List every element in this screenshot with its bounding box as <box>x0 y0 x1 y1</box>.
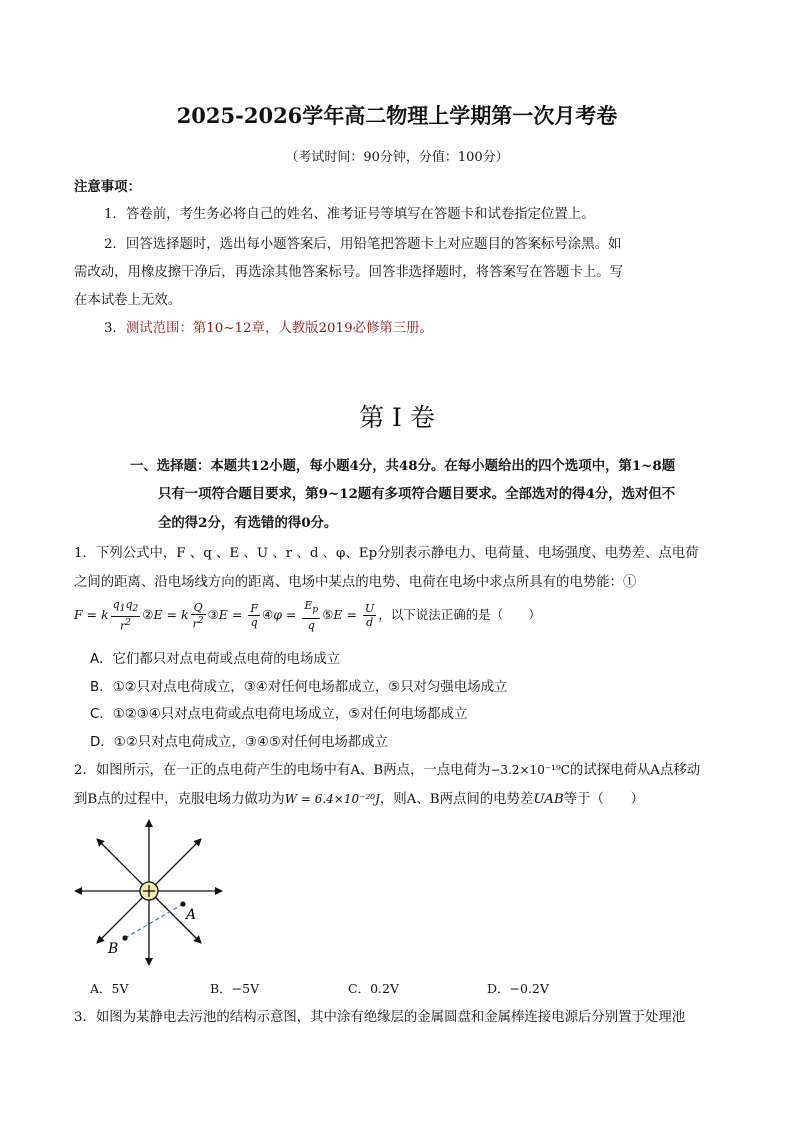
exam-subtitle: （考试时间：90分钟，分值：100分） <box>285 150 509 165</box>
q2-stem-2b: ，则A、B两点间的电势差 <box>379 792 534 807</box>
field-line-up-left <box>97 839 149 891</box>
label-b: B <box>108 941 119 957</box>
q2-field-diagram <box>70 815 230 970</box>
notice-item-2-line-1: 2．回答选择题时，选出每小题答案后，用铅笔把答题卡上对应题目的答案标号涂黑。如 <box>104 237 622 252</box>
notice-item-3-scope: 测试范围：第10~12章，人教版2019必修第三册。 <box>125 321 433 336</box>
q1-option-b: B．①②只对点电荷成立，③④对任何电场都成立，⑤只对匀强电场成立 <box>90 680 508 695</box>
notice-item-2-line-3: 在本试卷上无效。 <box>74 293 182 308</box>
q1-option-c: C．①②③④只对点电荷或点电荷电场成立，⑤对任何电场都成立 <box>90 707 468 722</box>
q1-option-a: A．它们都只对点电荷或点电荷的电场成立 <box>90 652 341 667</box>
q2-stem-1a: 2．如图所示，在一正的点电荷产生的电场中有A、B两点，一点电荷为 <box>74 763 491 778</box>
q3-stem-line-1: 3．如图为某静电去污池的结构示意图，其中涂有绝缘层的金属圆盘和金属棒连接电源后分别置于处理池 <box>74 1010 686 1025</box>
section-1-line-1: 一、选择题：本题共12小题，每小题4分，共48分。在每小题给出的四个选项中，第1~8题 <box>130 458 676 474</box>
q2-option-c: C．0.2V <box>348 981 399 996</box>
notice-item-1: 1．答卷前，考生务必将自己的姓名、准考证号等填写在答题卡和试卷指定位置上。 <box>104 207 595 222</box>
field-line-down-left <box>97 891 149 943</box>
q2-stem-line-2 <box>74 788 644 807</box>
point-b <box>122 935 127 940</box>
label-a: A <box>186 907 197 923</box>
notice-item-2-line-2: 需改动，用橡皮擦干净后，再选涂其他答案标号。回答非选择题时，将答案写在答题卡上。写 <box>74 265 624 280</box>
section-1-line-3: 全的得2分，有选错的得0分。 <box>158 515 338 531</box>
exam-title: 2025-2026学年高二物理上学期第一次月考卷 <box>176 103 618 128</box>
q1-stem-line-1: 1．下列公式中，F 、q 、E 、U 、r 、d 、φ、Ep分别表示静电力、电荷量、电场强度、电势差、点电荷 <box>74 546 699 561</box>
volume-title: 第 I 卷 <box>359 403 435 432</box>
q2-stem-line-1 <box>74 759 700 778</box>
section-1-line-2: 只有一项符合题目要求，第9~12题有多项符合题目要求。全部选对的得4分，选对但不 <box>158 486 676 502</box>
q1-formula-tail: ，以下说法正确的是（ ） <box>378 606 541 622</box>
q2-work: W = 6.4×10⁻²⁰J <box>284 792 380 806</box>
q2-charge: −3.2×10⁻¹⁹C <box>490 763 570 777</box>
q2-uab: UAB <box>533 792 564 807</box>
notice-item-3-prefix: 3． <box>104 321 126 336</box>
ab-dashed-line <box>125 904 183 938</box>
field-line-up-right <box>149 839 201 891</box>
q2-option-a: A．5V <box>90 981 129 996</box>
q1-formulas: F = k $\frac{q_1q_2}{r^2}$ ②E = k $\frac{Q}{r^2}$ ③E = $\frac{F}{q}$ ④φ = $\frac{E_p}{q}$ ⑤E = $\frac{U}{d}$ ，以下说法正确的是（ ） <box>74 598 541 633</box>
point-a <box>180 901 185 906</box>
q1-stem-line-2: 之间的距离、沿电场线方向的距离、电场中某点的电势、电荷在电场中求点所具有的电势能：① <box>74 575 637 590</box>
q2-stem-2a: 到B点的过程中，克服电场力做功为 <box>74 792 285 807</box>
q2-stem-1b: 的试探电荷从A点移动 <box>569 763 701 778</box>
q1-option-d: D．①②只对点电荷成立，③④⑤对任何电场都成立 <box>90 735 388 750</box>
q2-option-b: B．−5V <box>210 981 260 996</box>
notice-item-3 <box>104 317 433 336</box>
q2-option-d: D．−0.2V <box>487 981 549 996</box>
q2-stem-2c: 等于（ ） <box>563 792 645 807</box>
notice-heading: 注意事项： <box>74 179 141 195</box>
